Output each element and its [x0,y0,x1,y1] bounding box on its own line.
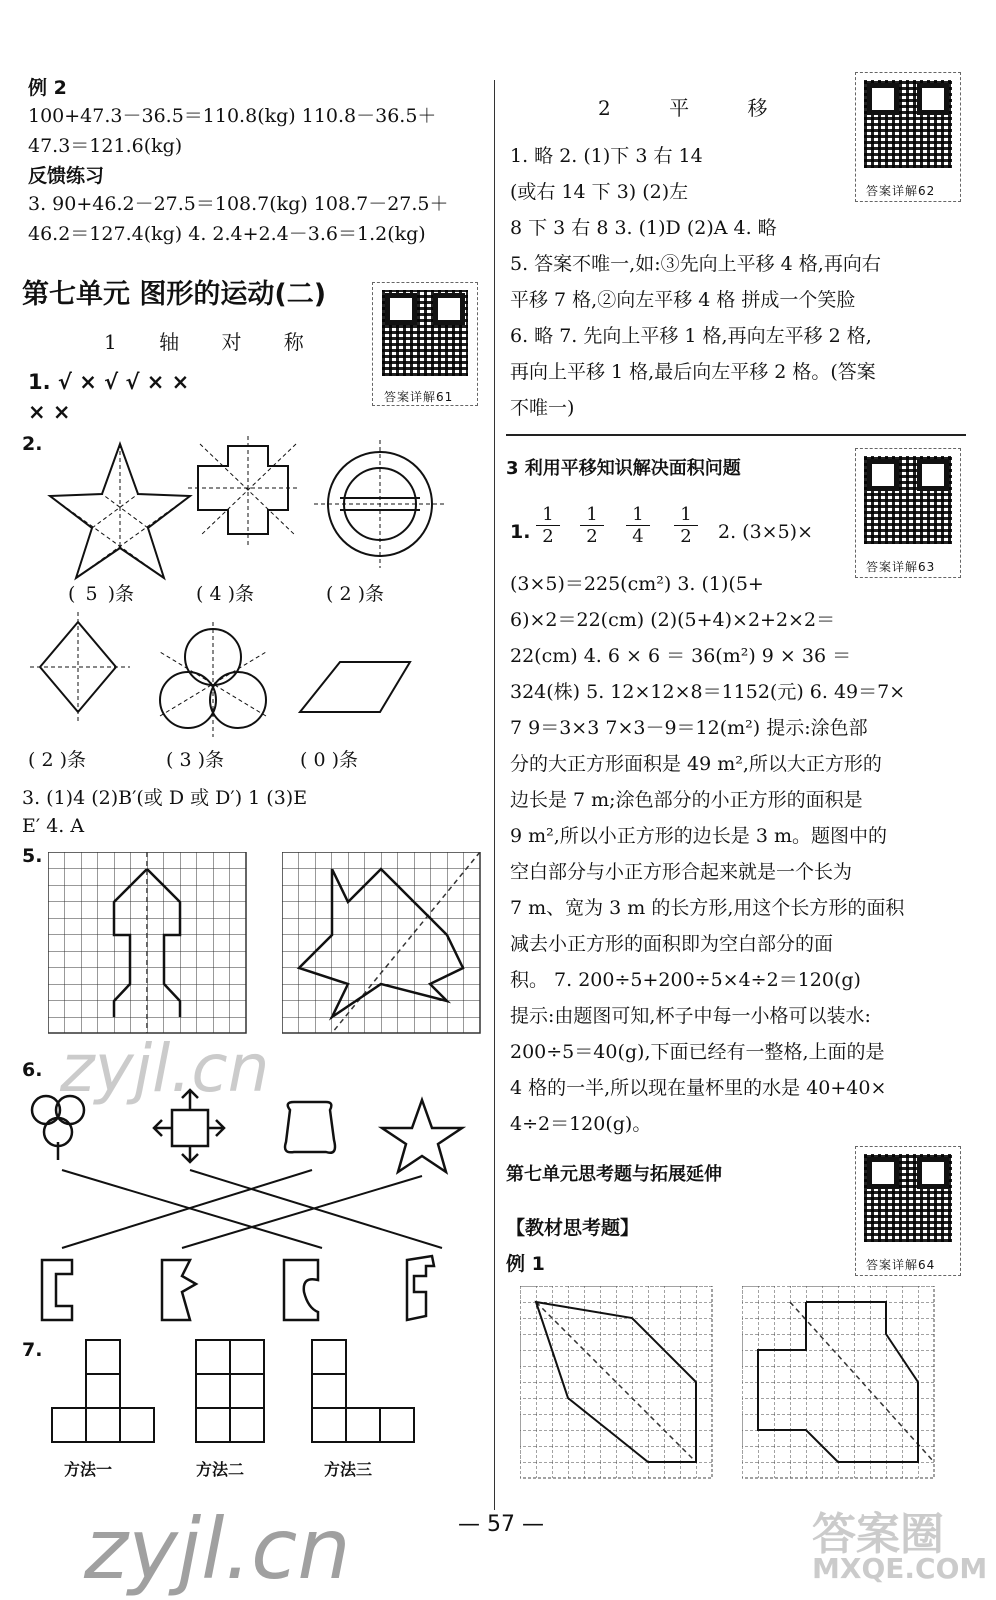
section-2-title: 2 平 移 [598,96,794,120]
s3-q1-label: 1. [510,521,531,543]
s2-line-4: 5. 答案不唯一,如:③先向上平移 4 格,再向右 [510,253,881,275]
qr-caption-63: 答案详解63 [866,560,936,574]
fraction-1-den: 2 [536,525,560,547]
cross-figure [188,436,300,546]
circle-bar-figure [314,440,446,568]
octagon-shape [285,1102,335,1153]
s2-line-8: 不唯一) [510,397,575,419]
net-method-2 [196,1340,264,1442]
fraction-1 [536,504,560,547]
q7-label: 7. [22,1339,43,1361]
three-circles-figure [160,622,266,737]
s3-line-12: 减去小正方形的面积即为空白部分的面 [510,933,834,955]
s3-line-11: 7 m、宽为 3 m 的长方形,用这个长方形的面积 [510,897,905,919]
s3-line-4: 22(cm) 4. 6 × 6 ＝ 36(m²) 9 × 36 ＝ [510,645,852,667]
s3-line-10: 空白部分与小正方形合起来就是一个长为 [510,861,853,883]
section-4-title: 第七单元思考题与拓展延伸 [506,1164,722,1185]
q5-grid-left [48,852,248,1042]
qr-code-62[interactable] [862,78,954,170]
s3-line-9: 9 m²,所以小正方形的边长是 3 m。题图中的 [510,825,887,847]
q2-answer-cross: ( 4 )条 [196,583,254,605]
q2-answer-rhombus: ( 2 )条 [28,749,86,771]
net-method-1 [52,1340,154,1442]
fraction-2-num: 1 [586,504,598,525]
unit-title: 第七单元 图形的运动(二) [22,279,327,310]
section-rule-1 [506,434,966,436]
feedback-line-2: 46.2＝127.4(kg) 4. 2.4+2.4－3.6＝1.2(kg) [28,223,426,245]
s3-line-13: 积。 7. 200÷5+200÷5×4÷2＝120(g) [510,969,861,991]
s3-line-8: 边长是 7 m;涂色部分的小正方形的面积是 [510,789,863,811]
example-2-title: 例 2 [28,77,67,99]
s3-line-17: 4÷2＝120(g)。 [510,1113,652,1135]
section-1-title: 1 轴 对 称 [104,330,322,354]
page-number: — 57 — [458,1512,544,1537]
s3-line-7: 分的大正方形面积是 49 m²,所以大正方形的 [510,753,882,775]
q2-answer-circle: ( 2 )条 [326,583,384,605]
fraction-4-num: 1 [680,504,692,525]
q6-matching [22,1080,482,1330]
qr-caption-62: 答案详解62 [866,184,936,198]
star-cut-shape [162,1260,196,1320]
watermark-domain: MXQE.COM [812,1552,988,1585]
s3-line-5: 324(株) 5. 12×12×8＝1152(元) 6. 49＝7× [510,681,906,703]
example-1-grid-left [520,1286,720,1486]
q3-line-2: E′ 4. A [22,815,85,837]
fraction-3-den: 4 [626,525,650,547]
qr-code-63[interactable] [862,454,954,546]
fraction-3-num: 1 [632,504,644,525]
star-figure [50,444,190,578]
rhombus-figure [30,612,130,724]
s3-line-3: 6)×2＝22(cm) (2)(5+4)×2+2×2＝ [510,609,836,631]
qr-code-64[interactable] [862,1152,954,1244]
fraction-4-den: 2 [674,525,698,547]
q7-nets [50,1336,470,1452]
s2-line-5: 平移 7 格,②向左平移 4 格 拼成一个笑脸 [510,289,856,311]
s2-line-1: 1. 略 2. (1)下 3 右 14 [510,145,703,167]
method-2-label: 方法二 [196,1460,245,1479]
q5-label: 5. [22,845,43,867]
watermark-brand: 答案圈 [812,1509,944,1560]
feedback-title: 反馈练习 [28,165,105,187]
qr-code-61[interactable] [380,288,470,378]
parallelogram-figure [300,662,410,712]
fraction-3 [626,504,650,547]
s2-line-2: (或右 14 下 3) (2)左 [510,181,689,203]
watermark-bottom: zyjl.cn [84,1500,351,1598]
fraction-2-den: 2 [580,525,604,547]
example-1-title: 例 1 [506,1253,545,1275]
s3-line-15: 200÷5＝40(g),下面已经有一整格,上面的是 [510,1041,885,1063]
q5-grid-right [282,852,482,1042]
s3-line-1-suffix: 2. (3×5)× [718,521,814,543]
method-3-label: 方法三 [324,1460,373,1479]
bracket-shape [42,1260,72,1320]
heart-cut-shape [284,1260,318,1320]
net-method-3 [312,1340,414,1442]
q1-line-2: × × [28,400,71,424]
s3-line-2: (3×5)＝225(cm²) 3. (1)(5+ [510,573,764,595]
method-1-label: 方法一 [64,1460,113,1479]
fraction-2 [580,504,604,547]
q6-label: 6. [22,1059,43,1081]
s2-line-6: 6. 略 7. 先向上平移 1 格,再向左平移 2 格, [510,325,872,347]
q2-label: 2. [22,433,43,455]
section-3-title: 3 利用平移知识解决面积问题 [506,458,741,479]
s3-line-16: 4 格的一半,所以现在量杯里的水是 40+40× [510,1077,887,1099]
q2-answer-circles: ( 3 )条 [166,749,224,771]
s3-line-6: 7 9＝3×3 7×3－9＝12(m²) 提示:涂色部 [510,717,868,739]
example-2-line-2: 47.3＝121.6(kg) [28,135,183,157]
q1-line-1: 1. √ × √ √ × × [28,370,190,394]
example-2-line-1: 100+47.3－36.5＝110.8(kg) 110.8－36.5＋ [28,105,437,127]
q2-answer-star: ( 5 )条 [68,583,134,605]
arrow-cut-shape [407,1256,434,1320]
feedback-line-1: 3. 90+46.2－27.5＝108.7(kg) 108.7－27.5＋ [28,193,449,215]
qr-caption-64: 答案详解64 [866,1258,936,1272]
example-1-grid-right [742,1286,942,1486]
textbook-questions-title: 【教材思考题】 [506,1217,640,1239]
q2-figures-row-2 [30,612,470,752]
q2-answer-parallelogram: ( 0 )条 [300,749,358,771]
fraction-1-num: 1 [542,504,554,525]
q2-figures-row-1 [40,436,480,586]
s3-line-14: 提示:由题图可知,杯子中每一小格可以装水: [510,1005,871,1027]
s2-line-7: 再向上平移 1 格,最后向左平移 2 格。(答案 [510,361,876,383]
s2-line-3: 8 下 3 右 8 3. (1)D (2)A 4. 略 [510,217,777,239]
qr-caption-61: 答案详解61 [384,390,454,404]
column-divider [494,80,495,1510]
q3-line-1: 3. (1)4 (2)B′(或 D 或 D′) 1 (3)E [22,787,308,809]
watermark-mid: zyjl.cn [60,1030,270,1107]
fraction-4 [674,504,698,547]
star-outline-shape [382,1100,462,1172]
